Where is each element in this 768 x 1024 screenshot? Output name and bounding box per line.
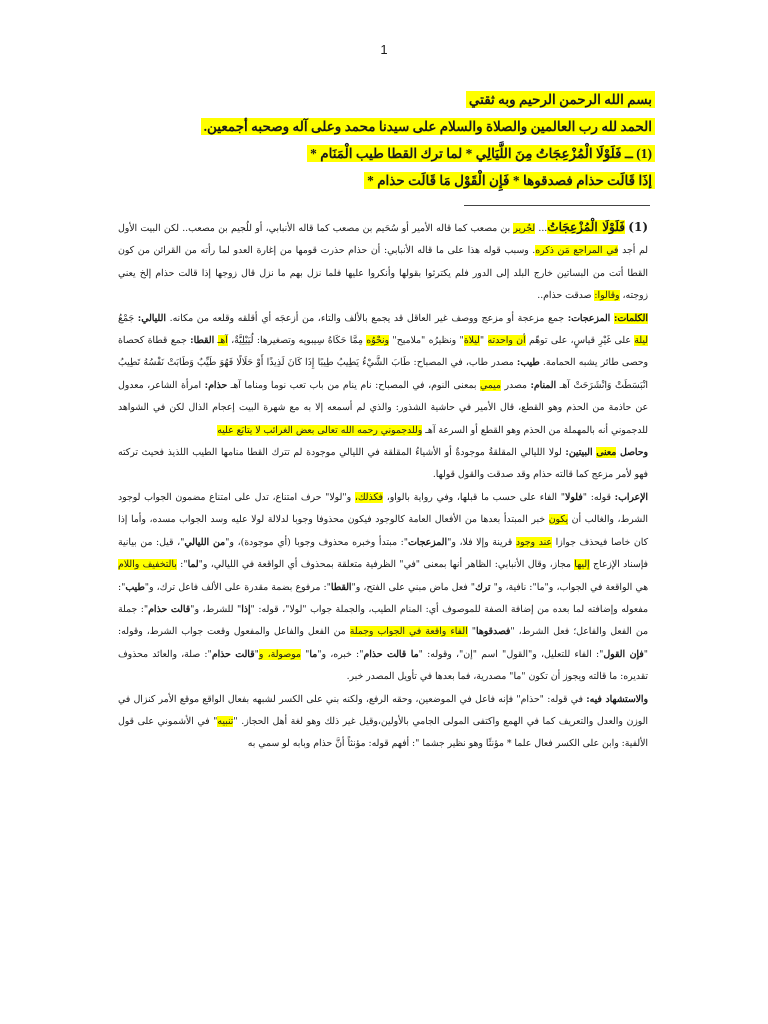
text-run: امرأة الشاعر، معدول عن حاذمة من الحذم وهو القطع، قال الأمير في حاشية الشذور: والذي لم أسمعه إلا به مع شهرة البيت إعجام الذال لكن في الشواهد للدجموني أنه بالمهملة من الحذم وهو القطع أو السرعة آهـ	[118, 379, 648, 436]
term-label: القطا:	[190, 335, 215, 347]
text-run: ": صلة، والعائد محذوف تقديره: ما قالته ويجوز أن تكون "ما" مصدرية، فما بعدها في تأويل المصدر خبر.	[118, 648, 648, 683]
basmala-text: بسم الله الرحمن الرحيم وبه ثقتي	[466, 91, 655, 108]
text-run: جمع قطاة كحصاة وحصى طائر يشبه الحمامة.	[118, 335, 648, 369]
text-run: لولا الليالي المقلقةُ موجودةٌ أو الأشياءُ المقلقة في الليالي موجودة لم تترك القطا منامها الطيب اللذيذ فحيث تركته فهو لأمر مزعج كما قالته حذام وقد صدقت والقول قولها.	[118, 447, 648, 481]
highlighted-text: موصولة، و	[258, 648, 301, 660]
highlighted-text: عند وجود	[515, 536, 552, 548]
section-divider	[464, 205, 650, 206]
verse-line-2	[250, 169, 655, 192]
paragraph-attribution	[118, 216, 648, 308]
text-run: "	[467, 626, 476, 638]
highlighted-text: ليلاة	[463, 335, 480, 347]
highlighted-text: إليها	[574, 559, 590, 571]
text-run: في قوله: "حذام" فإنه فاعل في الموضعين، وحقه الرفع، ولكنه بني على الكسر لشبهه بفعال الواقع موقع الأمر كنزال في الوزن والعدل والتعريف كما في الهمع واكتفى المولى الجامي بالأولين،وقيل غير ذلك وهو لغة أهل الحجاز. "	[118, 693, 649, 727]
term-label: طيب	[125, 581, 145, 593]
text-run: "، قيل: من بيانية فإسناد الإزعاج	[118, 536, 648, 571]
highlighted-text: ونحْوُه	[366, 335, 390, 347]
term-label: حذام:	[204, 379, 228, 391]
term-label: إذا	[241, 603, 251, 615]
term-label: فإن القول	[603, 648, 644, 660]
term-label: القطا	[330, 581, 352, 593]
paragraph-vocabulary	[118, 308, 648, 442]
text-run: ": مبتدأ وخبره محذوف وجوبا (أي موجودة)، و"	[225, 536, 409, 548]
text-run: " للشرط، و"	[190, 603, 242, 615]
page-number: 1	[380, 42, 388, 57]
verse-line-1	[250, 142, 655, 165]
text-run: "	[254, 648, 259, 660]
highlighted-text: معنى	[596, 447, 617, 459]
text-run: على غَيْرِ قياسٍ، على توهّم	[525, 335, 635, 347]
hamd-line	[203, 115, 655, 138]
term-label: من الليالي	[184, 536, 226, 548]
term-label: ما	[309, 648, 318, 660]
text-run: "	[479, 335, 488, 347]
text-run: هي الواقعة في الجواب، و"ما": نافية، و"	[490, 581, 648, 593]
text-run: مجاز، وقال الأنبابي: الظاهر أنها بمعنى "في" الظرفية متعلقة بمحذوف أي الواقعة في الليالي، و"	[198, 559, 575, 571]
text-run: ...	[535, 223, 548, 234]
paragraph-meaning	[118, 442, 648, 487]
term-label: لما	[187, 559, 199, 571]
paragraph-grammar	[118, 487, 648, 689]
text-run: و"لولا" حرف امتناع، تدل على امتناع مضمون الجواب لوجود الشرط، والغالب أن	[118, 491, 648, 526]
highlighted-text: ليلة	[634, 335, 648, 347]
text-run: "	[300, 648, 310, 660]
text-run: بمعنى النوم، في المصباح: نام ينام من باب تعب نوما ومناما آهـ	[227, 379, 480, 391]
term-label: المزعجات	[408, 536, 448, 548]
text-run: " الفاء على حسب ما قبلها، وفي رواية بالواو،	[382, 491, 566, 503]
text-run: قرينة وإلا فلا، و"	[447, 536, 516, 548]
term-label: فصدقوها	[475, 626, 511, 638]
verse-lead-words: فَلَوْلَا الْمُزْعِجَاتُ	[547, 220, 625, 234]
text-run: ": جملة من الفعل والفاعل؛ فعل الشرط، "	[118, 603, 648, 638]
text-run: خبر المبتدأ بعدها من الأفعال العامة كالوجود فيكون محذوفا وجوبا لدلالة لولا عليه وسد الجواب مسده، وأما إذا كان خاصا فيحذف جوازا	[118, 514, 649, 548]
text-run: " ونظيرُه "ملاميح"	[389, 335, 464, 347]
verse-number: (1)	[628, 220, 648, 234]
section-label: والاستشهاد فيه:	[586, 693, 648, 705]
text-run: . وسبب قوله هذا على ما قاله الأنبابي: أن حذام حذرت قومها من إغارة العدو لما رأته من القرائن من كون القطا أتت من البساتين خارج البلد إلى الدور فلم يكترثوا بقولها وأنكروا عليها فلما نزل بهم ما نزل قال زوجها إذا قالت حذام إلخ يعني زوجته،	[118, 245, 648, 302]
highlighted-text: وللدجموني رحمه الله تعالى بعض الغرائب لا يتابَع عليه	[217, 424, 423, 436]
paragraph-evidence	[118, 689, 648, 756]
term-label: البيتين:	[565, 447, 593, 459]
term-label: ترك	[475, 581, 491, 593]
term-label: المنام:	[530, 379, 557, 391]
text-run: مصدر	[500, 379, 531, 391]
section-label: الإعراب:	[614, 491, 648, 503]
highlighted-text: بالتخفيف واللام	[118, 559, 177, 571]
verse-text-1: (1) ــ فَلَوْلَا الْمُزْعِجَاتُ مِنَ اللَّيَالِي * لما ترك القطا طيب الْمَنَام *	[307, 145, 655, 162]
term-label: الليالي:	[137, 312, 166, 324]
highlighted-text: لجُرير	[513, 223, 536, 234]
section-label: الكلمات:	[613, 312, 648, 324]
text-run: قوله: "	[582, 491, 615, 503]
title-block	[203, 88, 655, 196]
text-run: ": الفاء للتعليل، و"القول" اسم "إن"، وقوله: "	[418, 648, 604, 660]
text-run: من الفعل والفاعل والمفعول وقعت جواب الشرط، وقوله: "	[118, 626, 648, 660]
commentary-body	[118, 216, 648, 756]
highlighted-text: تنبيه	[217, 715, 234, 727]
highlighted-text: يكون	[548, 514, 569, 526]
term-label: المزعجات:	[567, 312, 611, 324]
term-label: قالت حذام	[211, 648, 255, 660]
highlighted-text: أن واحدته	[487, 335, 526, 347]
text-run: ":	[176, 559, 188, 571]
highlighted-text: وقالوا:	[594, 290, 620, 302]
text-run: صدقت حذام..	[537, 290, 595, 302]
basmala-line	[250, 88, 655, 111]
text-run: ": مرفوع بضمة مقدرة على الألف فاعل ترك، و"	[144, 581, 331, 593]
text-run: بن مصعب كما قاله الأمير أو سُحَيم بن مصعب كما قاله الأنبابي، أو للُجيم بن مصعب.. لكن البيت الأول لم أجد	[118, 223, 649, 257]
hamd-text: الحمد لله رب العالمين والصلاة والسلام على سيدنا محمد وعلى آله وصحبه أجمعين.	[201, 118, 655, 135]
text-run: " فعل ماض مبني على الفتح، و"	[351, 581, 476, 593]
text-run: ": خبره، و"	[317, 648, 364, 660]
text-run: " في الأشموني على قول الألفية: وابن على الكسر فعال علما * مؤنثًا وهو نظير جشما ": أفهم قوله: مؤنثاً أنَّ حذام وبابه لو سمي به	[118, 715, 648, 750]
verse-text-2: إذَا قَالَت حذام فصدقوها * فَإِن الْقَوْل مَا قَالَت حذام *	[364, 172, 655, 189]
text-run: مِمَّا حَكَاهُ سِيبويه وتصغيرها: لُيَيْلِيَّةٌ،	[227, 335, 367, 347]
highlighted-text: الفاء واقعة في الجواب وجملة	[349, 626, 468, 638]
highlighted-text: ميمي	[480, 379, 501, 391]
text-run: جمع مزعجة أو مزعج ووصف غير العاقل قد يجمع بالألف والتاء، من أزعجَه أي أقلقه وقلعه من مكانه.	[165, 312, 568, 324]
term-label: وحاصل	[619, 447, 648, 459]
term-label: فلولا	[565, 491, 583, 503]
term-label: طيب:	[516, 357, 540, 369]
highlighted-text: فكذلك،	[354, 491, 383, 503]
text-run: مصدر طاب، في المصباح: طَابَ الشَّيْءُ يَطِيبُ طِيبًا إِذَا كَانَ لَذِيذًا أَوْ حَلَالًا فَهُوَ طَيِّبٌ وَطَابَتْ نَفْسُهُ تَطِيبُ انْبَسَطَتْ وَانْشَرَحَتْ آهـ	[118, 357, 649, 391]
highlighted-text: في المراجع مَن ذكره	[535, 245, 619, 257]
term-label: قالت حذام	[148, 603, 191, 615]
term-label: ما قالت حذام	[363, 648, 419, 660]
text-run: ": مفعوله وإضافته لما بعده من إضافة الصفة للموصوف أي: المنام الطيب، والجملة جواب "لولا"، قوله: "	[118, 581, 648, 615]
highlighted-text: آهـ	[217, 335, 228, 347]
text-run: جَمْعُ	[118, 312, 138, 324]
